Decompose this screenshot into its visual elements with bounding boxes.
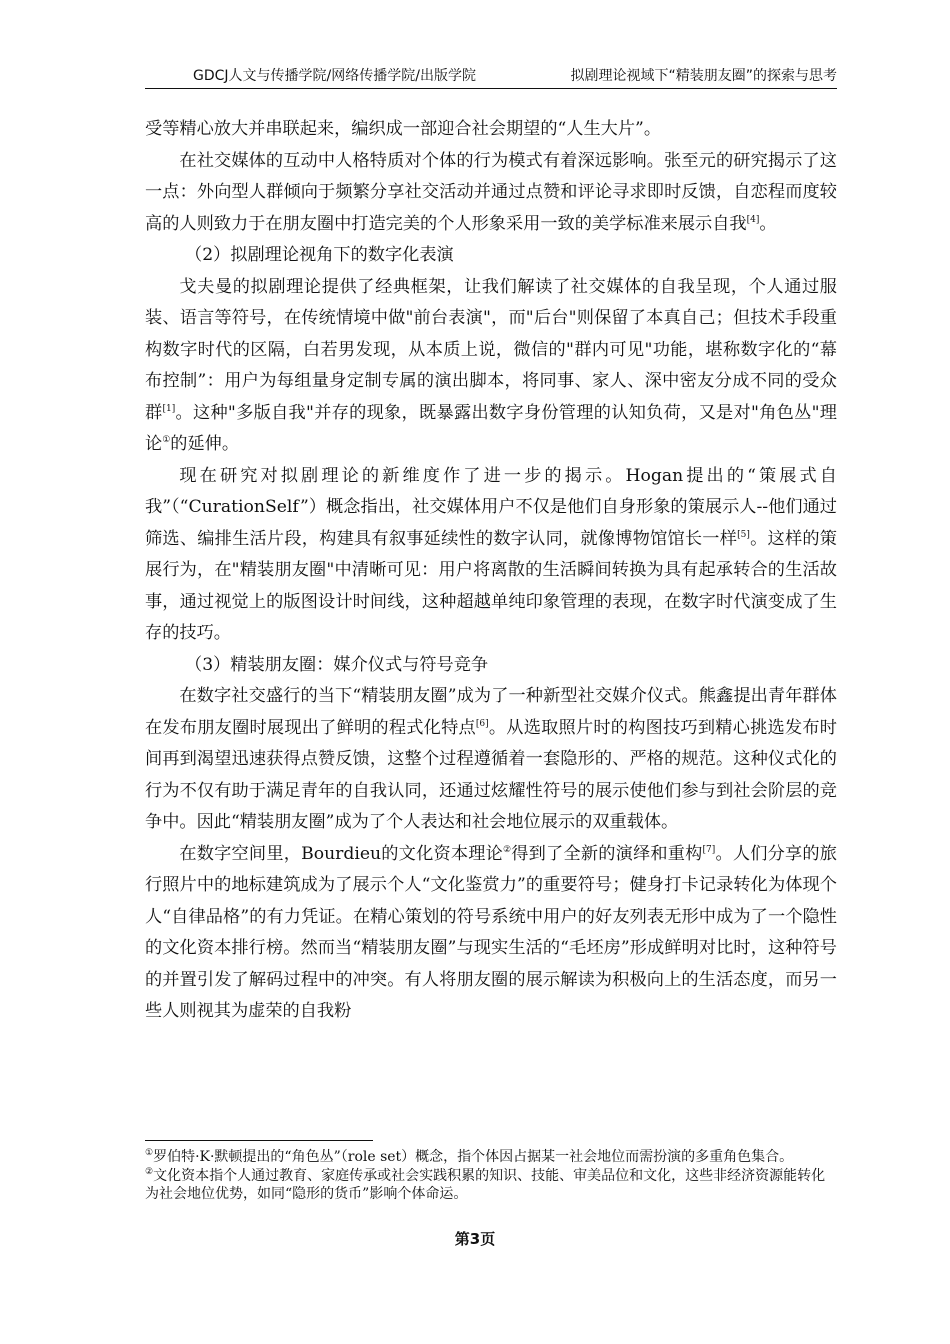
page-header	[145, 64, 837, 88]
header-paper-title: 拟剧理论视域下“精装朋友圈”的探索与思考	[570, 68, 837, 84]
body-text	[145, 114, 837, 1028]
footnote-2	[145, 1167, 837, 1204]
header-institution: GDCJ人文与传播学院/网络传播学院/出版学院	[193, 68, 476, 84]
paragraph-text: 。从选取照片时的构图技巧到精心挑选发布时间再到渴望迅速获得点赞反馈，这整个过程遵循着一套隐形的、严格的规范。这种仪式化的行为不仅有助于满足青年的自我认同，还通过炫耀性符号的展示使他们参与到社会阶层的竞争中。因此“精装朋友圈”成为了个人表达和社会地位展示的双重载体。	[145, 717, 837, 832]
citation: [1]	[162, 403, 176, 414]
footnote-text: 文化资本指个人通过教育、家庭传承或社会实践积累的知识、技能、审美品位和文化，这些非经济资源能转化为社会地位优势，如同“隐形的货币”影响个体命运。	[145, 1167, 826, 1202]
paragraph-continued: 受等精心放大并串联起来，编织成一部迎合社会期望的“人生大片”。	[145, 119, 662, 139]
footnote-mark: ②	[145, 1166, 154, 1177]
citation: [5]	[737, 529, 750, 540]
footnote-text: 罗伯特·K·默顿提出的“角色丛”（role set）概念，指个体因占据某一社会地位而需扮演的多重角色集合。	[153, 1149, 794, 1165]
footnote-ref: ①	[162, 435, 171, 445]
footnotes	[145, 1148, 837, 1204]
paragraph-text: 在数字社交盛行的当下“精装朋友圈”成为了一种新型社交媒介仪式。熊鑫提出青年群体在发布朋友圈时展现出了鲜明的程式化特点	[145, 686, 837, 738]
footnote-1	[145, 1148, 837, 1167]
paragraph-text: 。人们分享的旅行照片中的地标建筑成为了展示个人“文化鉴赏力”的重要符号；健身打卡记录转化为体现个人“自律品格”的有力凭证。在精心策划的符号系统中用户的好友列表无形中成为了一个隐性的文化资本排行榜。然而当“精装朋友圈”与现实生活的“毛坯房”形成鲜明对比时，这种符号的并置引发了解码过程中的冲突。有人将朋友圈的展示解读为积极向上的生活态度，而另一些人则视其为虚荣的自我粉	[145, 843, 837, 1021]
paragraph-cultural-capital	[145, 839, 837, 1028]
section-heading-3: （3）精装朋友圈：媒介仪式与符号竞争	[185, 654, 489, 675]
paragraph-text: 。	[759, 213, 777, 234]
footnote-divider	[145, 1140, 373, 1141]
paragraph-text: 。这种"多版自我"并存的现象，既暴露出数字身份管理的认知负荷，又是对"角色丛"理论	[145, 402, 837, 454]
page-number: 第3页	[454, 1230, 496, 1248]
paragraph-text: 。这样的策展行为，在"精装朋友圈"中清晰可见：用户将离散的生活瞬间转换为具有起承转合的生活故事，通过视觉上的版图设计时间线，这种超越单纯印象管理的表现，在数字时代演变成了生存的技巧。	[145, 528, 837, 643]
header-divider	[145, 88, 837, 89]
footnote-mark: ①	[145, 1148, 154, 1158]
paragraph-text: 现在研究对拟剧理论的新维度作了进一步的揭示。Hogan提出的“策展式自我”（“CurationSelf”）概念指出，社交媒体用户不仅是他们自身形象的策展示人--他们通过筛选、编排生活片段，构建具有叙事延续性的数字认同，就像博物馆馆长一样	[145, 465, 837, 549]
citation: [6]	[475, 718, 489, 729]
paragraph-personality	[145, 146, 837, 241]
citation: [7]	[702, 844, 716, 855]
paragraph-dramaturgy	[145, 272, 837, 461]
paragraph-text: 的延伸。	[170, 434, 240, 454]
paragraph-text: 得到了全新的演绎和重构	[511, 843, 703, 864]
paragraph-ritual	[145, 681, 837, 839]
paragraph-text: 戈夫曼的拟剧理论提供了经典框架，让我们解读了社交媒体的自我呈现，个人通过服装、语言等符号，在传统情境中做"前台表演"，而"后台"则保留了本真自己；但技术手段重构数字时代的区隔，白若男发现，从本质上说，微信的"群内可见"功能，堪称数字化的“幕布控制”：用户为每组量身定制专属的演出脚本，将同事、家人、深中密友分成不同的受众群	[145, 276, 837, 423]
section-heading-2: （2）拟剧理论视角下的数字化表演	[185, 245, 454, 265]
footnote-ref: ②	[503, 844, 512, 855]
paragraph-text: 在社交媒体的互动中人格特质对个体的行为模式有着深远影响。张至元的研究揭示了这一点：外向型人群倾向于频繁分享社交活动并通过点赞和评论寻求即时反馈，自恋程而度较高的人则致力于在朋友圈中打造完美的个人形象采用一致的美学标准来展示自我	[145, 150, 837, 234]
paragraph-text: 在数字空间里，Bourdieu的文化资本理论	[179, 843, 503, 864]
paragraph-curation	[145, 461, 837, 650]
citation: [4]	[746, 214, 760, 225]
